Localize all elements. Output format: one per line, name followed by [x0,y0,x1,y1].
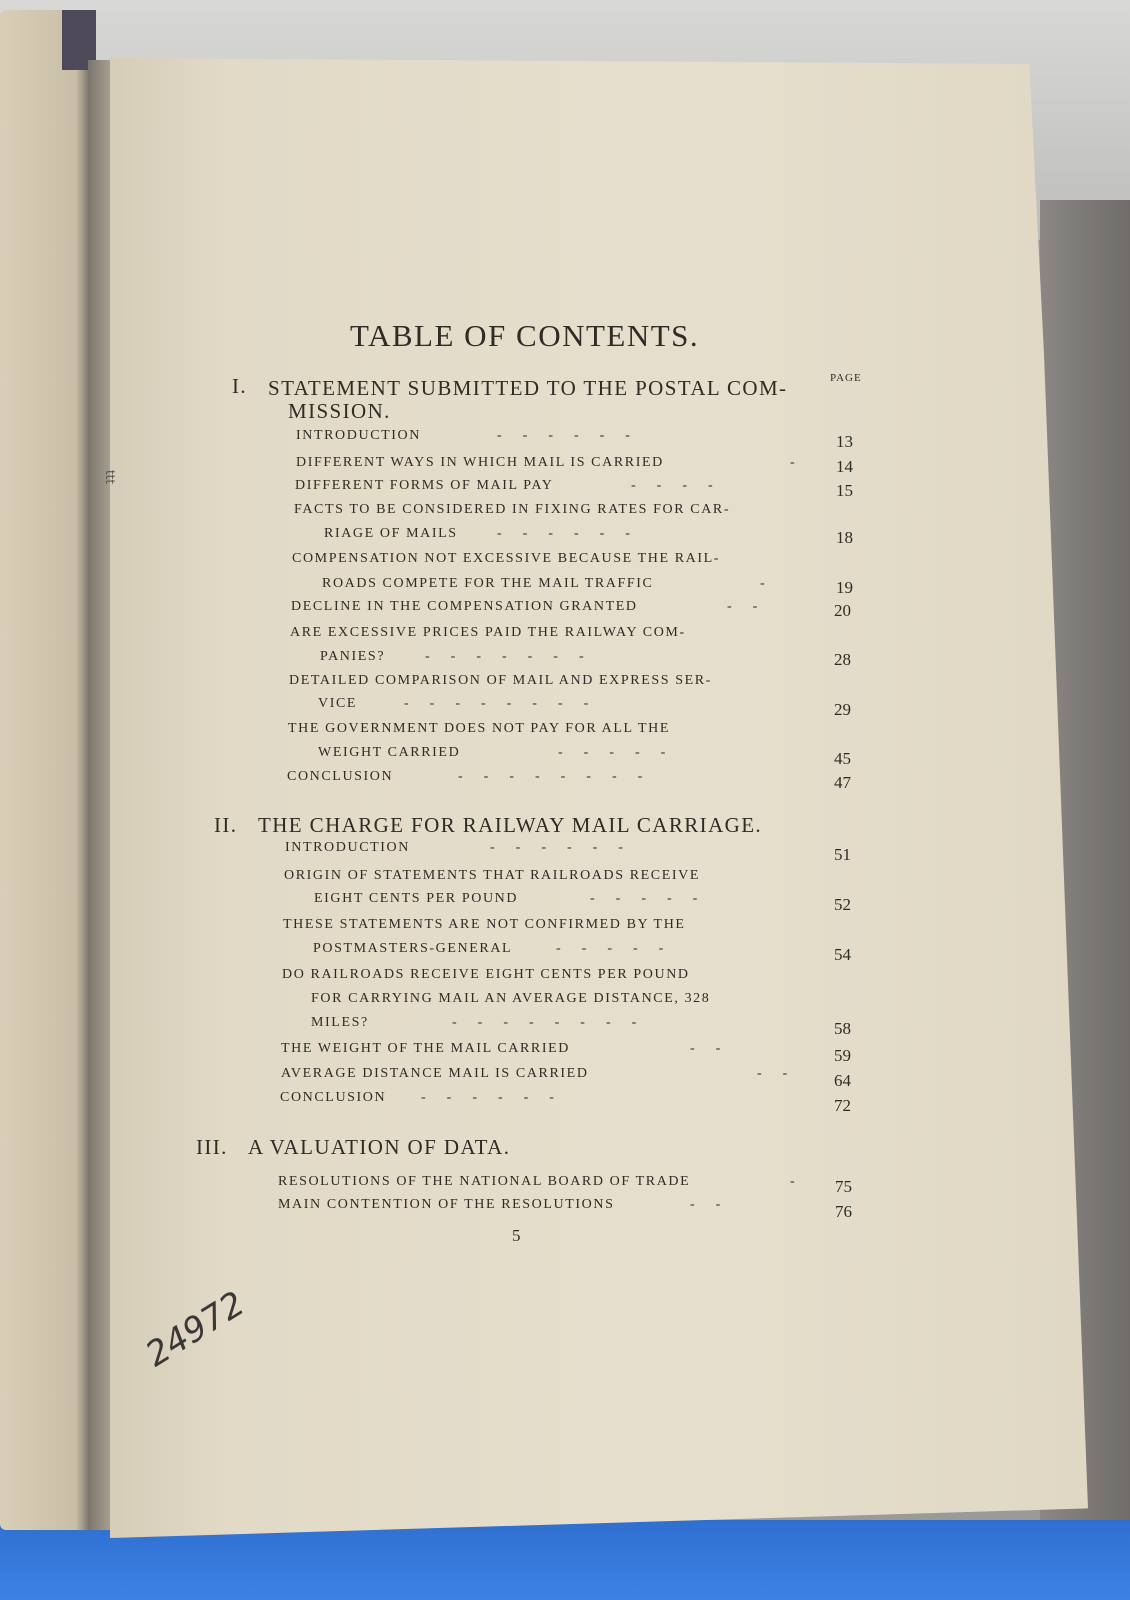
toc-page-number: 59 [834,1046,851,1065]
toc-leader: - - - - - - - - [404,696,589,711]
toc-leader: - - - - - - - - [452,1015,637,1030]
toc-page-number: 15 [836,481,853,500]
toc-entry-title-cont: VICE [318,696,358,711]
toc-leader: - - - - - - [497,526,630,541]
toc-leader: - - [757,1066,788,1081]
toc-entry-title-cont: FOR CARRYING MAIL AN AVERAGE DISTANCE, 328 [311,991,711,1006]
toc-entry-title: THE GOVERNMENT DOES NOT PAY FOR ALL THE [288,721,670,736]
toc-entry-title-cont: EIGHT CENTS PER POUND [314,891,519,906]
toc-leader: - - - - - [556,941,664,956]
section-2-numeral: II. [214,813,238,837]
toc-entry-title: MAIN CONTENTION OF THE RESOLUTIONS [278,1197,615,1212]
toc-entry-title: COMPENSATION NOT EXCESSIVE BECAUSE THE RAIL- [292,551,721,566]
toc-page-number: 29 [834,700,851,719]
toc-leader: - [790,455,795,470]
section-3-numeral: III. [196,1135,228,1159]
toc-leader: - - [727,599,758,614]
toc-leader: - - - - - - [490,840,623,855]
page-title: TABLE OF CONTENTS. [350,318,700,353]
toc-entry-title: DECLINE IN THE COMPENSATION GRANTED [291,599,638,614]
section-3-heading: A VALUATION OF DATA. [248,1135,511,1159]
book-page [110,58,1088,1538]
toc-entry-title-cont: WEIGHT CARRIED [318,745,461,760]
toc-entry-title-cont: PANIES? [320,649,386,664]
toc-leader: - - - - - - [421,1090,554,1105]
section-1-heading: STATEMENT SUBMITTED TO THE POSTAL COM- [268,376,788,400]
toc-leader: - [760,576,765,591]
book-cover-left [0,10,95,1530]
toc-entry-title: CONCLUSION [280,1090,387,1105]
toc-leader: - - - - [631,478,713,493]
toc-entry-title: RESOLUTIONS OF THE NATIONAL BOARD OF TRADE [278,1174,691,1189]
toc-entry-title: ORIGIN OF STATEMENTS THAT RAILROADS RECEIVE [284,868,701,883]
toc-leader: - - - - - [558,745,666,760]
section-1-numeral: I. [232,374,248,398]
section-2-heading: THE CHARGE FOR RAILWAY MAIL CARRIAGE. [258,813,763,837]
toc-entry-title: THESE STATEMENTS ARE NOT CONFIRMED BY THE [283,917,686,932]
toc-page-number: 51 [834,845,851,864]
toc-page-number: 76 [835,1202,852,1221]
toc-leader: - - - - - - - - [458,769,643,784]
toc-entry-title-cont: POSTMASTERS-GENERAL [313,941,513,956]
toc-page-number: 18 [836,528,853,547]
toc-entry-title-cont: MILES? [311,1015,369,1030]
toc-leader: - - - - - - [497,428,630,443]
toc-leader: - - [690,1197,721,1212]
toc-entry-title: ARE EXCESSIVE PRICES PAID THE RAILWAY COM- [290,625,686,640]
toc-entry-title: FACTS TO BE CONSIDERED IN FIXING RATES FOR CAR- [294,502,731,517]
toc-entry-title: CONCLUSION [287,769,394,784]
toc-page-number: 14 [836,457,853,476]
toc-leader: - - - - - - - [425,649,584,664]
handwritten-accession-number: 24972 [138,1283,252,1375]
toc-entry-title: DETAILED COMPARISON OF MAIL AND EXPRESS SER- [289,673,712,688]
page-folio-number: 5 [512,1226,521,1245]
toc-page-number: 47 [834,773,851,792]
toc-page-number: 52 [834,895,851,914]
toc-entry-title: THE WEIGHT OF THE MAIL CARRIED [281,1041,570,1056]
toc-entry-title-cont: ROADS COMPETE FOR THE MAIL TRAFFIC [322,576,654,591]
page-column-label: PAGE [830,372,862,384]
section-1-heading-cont: MISSION. [288,399,391,423]
toc-page-number: 64 [834,1071,851,1090]
toc-entry-title: AVERAGE DISTANCE MAIL IS CARRIED [281,1066,589,1081]
toc-entry-title: DIFFERENT WAYS IN WHICH MAIL IS CARRIED [296,455,664,470]
toc-page-number: 54 [834,945,851,964]
toc-page-number: 19 [836,578,853,597]
toc-page-number: 20 [834,601,851,620]
toc-page-number: 58 [834,1019,851,1038]
toc-entry-title: INTRODUCTION [285,840,410,855]
toc-page-number: 45 [834,749,851,768]
toc-page-number: 75 [835,1177,852,1196]
toc-entry-title-cont: RIAGE OF MAILS [324,526,458,541]
toc-page-number: 72 [834,1096,851,1115]
toc-leader: - - [690,1041,721,1056]
toc-entry-title: DO RAILROADS RECEIVE EIGHT CENTS PER POUND [282,967,690,982]
toc-leader: - [790,1174,795,1189]
toc-entry-title: INTRODUCTION [296,428,421,443]
toc-leader: - - - - - [590,891,698,906]
toc-page-number: 28 [834,650,851,669]
toc-entry-title: DIFFERENT FORMS OF MAIL PAY [295,478,554,493]
toc-page-number: 13 [836,432,853,451]
handwritten-margin-mark: ttt [103,469,118,485]
